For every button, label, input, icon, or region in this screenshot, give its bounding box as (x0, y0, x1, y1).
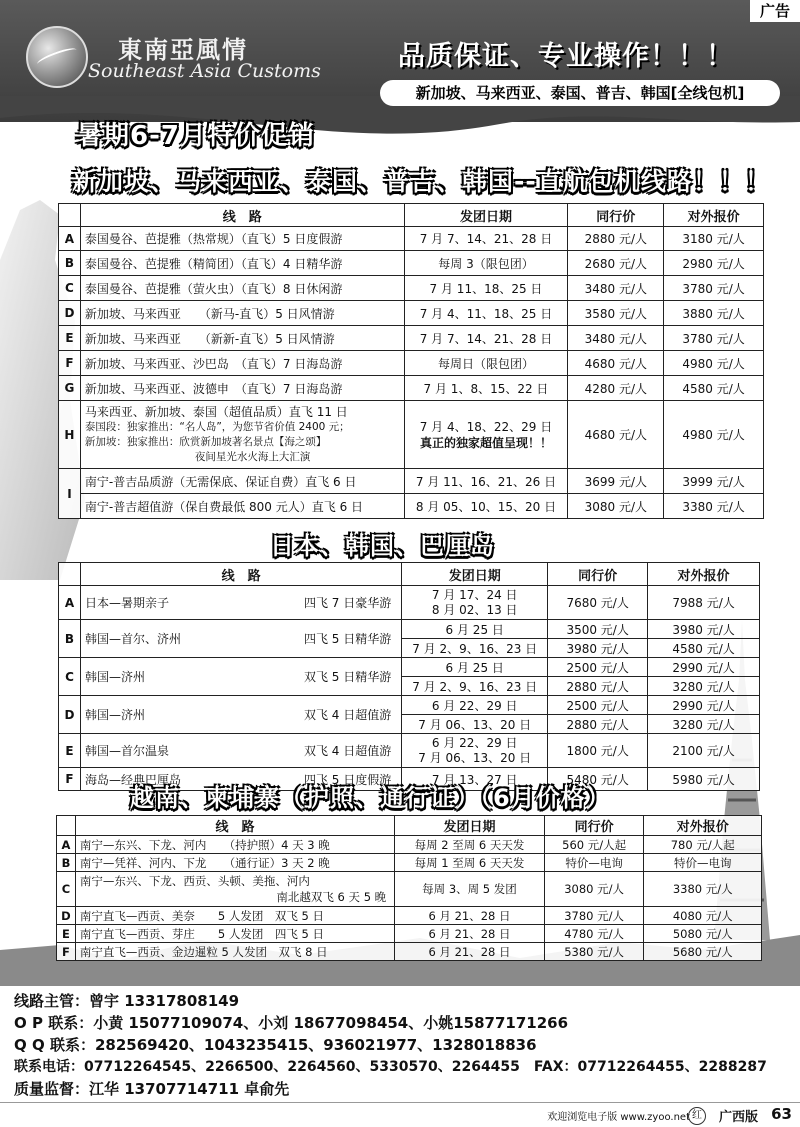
row-date: 每周 3、周 5 发团 (395, 872, 545, 907)
row-retail-price: 780 元/人起 (644, 836, 762, 854)
row-route (80, 658, 401, 696)
row-date: 7 月 06、13、20 日 (402, 715, 548, 734)
row-retail-price: 3980 元/人 (648, 620, 760, 639)
table-row (57, 836, 762, 854)
route-name: 韩国—首尔、济州 (84, 632, 181, 646)
table-row (59, 620, 760, 639)
row-peer-price: 1800 元/人 (548, 734, 648, 768)
row-peer-price: 3080 元/人 (544, 872, 644, 907)
route-name: 韩国—济州 (84, 708, 145, 722)
row-code: B (59, 620, 81, 658)
route-trip: 双飞 4 日超值游 (303, 744, 392, 758)
date-line: 6 月 22、29 日 (431, 735, 518, 750)
contact-op: O P 联系：小黄 15077109074、小刘 18677098454、小姚15877171266 (14, 1014, 569, 1032)
row-route: 新加坡、马来西亚、波德申 （直飞）7 日海岛游 (80, 376, 404, 401)
company-logo (26, 26, 326, 88)
row-code: B (59, 251, 81, 276)
contact-manager: 线路主管：曾宇 13317808149 (14, 992, 240, 1010)
table-row (59, 469, 764, 494)
row-route (80, 696, 401, 734)
row-peer-price: 2880 元/人 (568, 227, 664, 251)
table-row (57, 925, 762, 943)
date-line: 8 月 02、13 日 (431, 602, 518, 617)
contact-qq: Q Q 联系：282569420、1043235415、936021977、1328018836 (14, 1036, 537, 1054)
row-peer-price: 2880 元/人 (548, 715, 648, 734)
route-trip: 四飞 5 日度假游 (303, 772, 392, 787)
row-route: 南宁直飞—西贡、美奈 5 人发团 双飞 5 日 (75, 907, 394, 925)
row-retail-price: 4580 元/人 (648, 639, 760, 658)
row-peer-price: 3080 元/人 (568, 494, 664, 519)
row-route: 新加坡、马来西亚 （新马-直飞）5 日风情游 (80, 301, 404, 326)
row-code: A (59, 227, 81, 251)
section-title-vietnam-cambodia: 越南、柬埔寨（护照、通行证）（6月价格） (130, 784, 611, 812)
row-date: 8 月 05、10、15、20 日 (404, 494, 568, 519)
row-retail-price: 3180 元/人 (664, 227, 764, 251)
row-peer-price: 4280 元/人 (568, 376, 664, 401)
date-line: 真正的独家超值呈现！！ (419, 435, 552, 450)
row-peer-price: 2680 元/人 (568, 251, 664, 276)
date-line: 7 月 17、24 日 (431, 587, 518, 602)
table-row (59, 734, 760, 768)
table-row (59, 401, 764, 469)
row-route (80, 401, 404, 469)
ad-tag: 广告 (750, 0, 800, 22)
route-line: 夜间星光水火海上大汇演 (194, 450, 311, 463)
contact-supervision: 质量监督：江华 13707714711 卓俞先 (14, 1080, 290, 1098)
row-route (75, 872, 394, 907)
row-date: 7 月 4、11、18、25 日 (404, 301, 568, 326)
row-peer-price: 7680 元/人 (548, 586, 648, 620)
row-code: B (57, 854, 76, 872)
route-trip: 双飞 5 日精华游 (303, 670, 392, 684)
header-route: 线 路 (80, 204, 404, 227)
row-code: D (59, 301, 81, 326)
header-date: 发团日期 (395, 816, 545, 836)
route-name: 海岛—经典巴厘岛 (84, 772, 181, 787)
row-code: F (59, 768, 81, 791)
table-header-row (57, 816, 762, 836)
header-peer-price: 同行价 (548, 563, 648, 586)
row-route: 南宁-普吉超值游（保自费最低 800 元人）直飞 6 日 (80, 494, 404, 519)
route-line: 南北越双飞 6 天 5 晚 (276, 890, 387, 904)
table-row (59, 696, 760, 715)
route-trip: 四飞 5 日精华游 (303, 632, 392, 646)
row-date: 7 月 11、18、25 日 (404, 276, 568, 301)
row-peer-price: 3980 元/人 (548, 639, 648, 658)
row-date: 7 月 7、14、21、28 日 (404, 227, 568, 251)
row-code: F (59, 351, 81, 376)
header-blank (59, 204, 81, 227)
row-retail-price: 2990 元/人 (648, 696, 760, 715)
row-date: 7 月 13、27 日 (402, 768, 548, 791)
header-route: 线 路 (80, 563, 401, 586)
row-peer-price: 2500 元/人 (548, 696, 648, 715)
table-row (57, 854, 762, 872)
promo-title: 暑期6-7月特价促销 (76, 121, 315, 151)
row-retail-price: 5080 元/人 (644, 925, 762, 943)
header-peer-price: 同行价 (544, 816, 644, 836)
table-row (59, 376, 764, 401)
row-peer-price: 4680 元/人 (568, 401, 664, 469)
row-retail-price: 5680 元/人 (644, 943, 762, 961)
row-peer-price: 3580 元/人 (568, 301, 664, 326)
magazine-logo-icon: 红 (688, 1107, 706, 1125)
header-route: 线 路 (75, 816, 394, 836)
row-date: 7 月 2、9、16、23 日 (402, 677, 548, 696)
row-code: F (57, 943, 76, 961)
row-route: 泰国曼谷、芭提雅（萤火虫）（直飞）8 日休闲游 (80, 276, 404, 301)
table-row (59, 251, 764, 276)
header-date: 发团日期 (404, 204, 568, 227)
row-date: 每周日（限包团） (404, 351, 568, 376)
row-route: 新加坡、马来西亚、沙巴岛 （直飞）7 日海岛游 (80, 351, 404, 376)
row-retail-price: 7988 元/人 (648, 586, 760, 620)
row-code: I (59, 469, 81, 519)
row-peer-price: 4780 元/人 (544, 925, 644, 943)
row-peer-price: 3699 元/人 (568, 469, 664, 494)
destinations-bar: 新加坡、马来西亚、泰国、普吉、韩国[全线包机] (380, 80, 780, 106)
row-code: H (59, 401, 81, 469)
row-route: 南宁-普吉品质游（无需保底、保证自费）直飞 6 日 (80, 469, 404, 494)
table-header-row (59, 563, 760, 586)
header-retail-price: 对外报价 (644, 816, 762, 836)
row-date: 每周 2 至周 6 天天发 (395, 836, 545, 854)
row-retail-price: 4980 元/人 (664, 401, 764, 469)
table-header-row (59, 204, 764, 227)
row-date: 每周 1 至周 6 天天发 (395, 854, 545, 872)
header-retail-price: 对外报价 (648, 563, 760, 586)
contact-phone: 联系电话：07712264545、2266500、2264560、5330570、2264455 FAX：07712264455、2288287 (14, 1059, 767, 1075)
route-line: 南宁—东兴、下龙、西贡、头顿、美拖、河内 (79, 874, 310, 888)
row-retail-price: 3280 元/人 (648, 715, 760, 734)
row-route: 南宁直飞—西贡、金边暹粒 5 人发团 双飞 8 日 (75, 943, 394, 961)
row-retail-price: 3999 元/人 (664, 469, 764, 494)
row-peer-price: 2500 元/人 (548, 658, 648, 677)
row-peer-price: 4680 元/人 (568, 351, 664, 376)
table-japan-korea-bali (58, 562, 760, 791)
table-row (59, 586, 760, 620)
table-row (59, 494, 764, 519)
table-row (59, 227, 764, 251)
header-date: 发团日期 (402, 563, 548, 586)
row-date (402, 586, 548, 620)
row-retail-price: 特价—电询 (644, 854, 762, 872)
row-retail-price: 3280 元/人 (648, 677, 760, 696)
row-date: 6 月 21、28 日 (395, 907, 545, 925)
row-date: 6 月 21、28 日 (395, 943, 545, 961)
date-line: 7 月 4、18、22、29 日 (419, 419, 553, 434)
row-peer-price: 3480 元/人 (568, 276, 664, 301)
table-direct-charter (58, 203, 764, 519)
route-name: 日本—暑期亲子 (84, 596, 169, 610)
row-code: E (59, 326, 81, 351)
row-peer-price: 3480 元/人 (568, 326, 664, 351)
row-retail-price: 2990 元/人 (648, 658, 760, 677)
section-title-japan-korea: 日本、韩国、巴厘岛 (270, 532, 495, 560)
row-peer-price: 2880 元/人 (548, 677, 648, 696)
row-retail-price: 3780 元/人 (664, 276, 764, 301)
row-code: A (59, 586, 81, 620)
row-retail-price: 5980 元/人 (648, 768, 760, 791)
row-date (404, 401, 568, 469)
row-retail-price: 3380 元/人 (644, 872, 762, 907)
slogan: 品质保证、专业操作！！！ (398, 41, 734, 72)
row-date: 每周 3（限包团） (404, 251, 568, 276)
table-row (59, 276, 764, 301)
row-route (80, 734, 401, 768)
row-code: D (57, 907, 76, 925)
table-row (59, 301, 764, 326)
table-row (57, 872, 762, 907)
contact-block (0, 986, 800, 1100)
row-code: C (59, 276, 81, 301)
row-retail-price: 2100 元/人 (648, 734, 760, 768)
table-row (59, 351, 764, 376)
row-peer-price: 5480 元/人 (548, 768, 648, 791)
route-line: 泰国段：独家推出：“名人岛”，为您节省价值 2400 元； (84, 420, 350, 433)
row-code: D (59, 696, 81, 734)
row-peer-price: 特价—电询 (544, 854, 644, 872)
header-blank (59, 563, 81, 586)
routes-title: 新加坡、马来西亚、泰国、普吉、韩国--直航包机线路！！！ (72, 167, 771, 196)
row-date: 7 月 11、16、21、26 日 (404, 469, 568, 494)
row-retail-price: 4580 元/人 (664, 376, 764, 401)
row-date: 6 月 25 日 (402, 658, 548, 677)
row-route: 南宁直飞—西贡、芽庄 5 人发团 四飞 5 日 (75, 925, 394, 943)
table-row (59, 326, 764, 351)
row-retail-price: 3780 元/人 (664, 326, 764, 351)
row-route (80, 586, 401, 620)
row-retail-price: 3380 元/人 (664, 494, 764, 519)
footer-edition: 广西版 (718, 1110, 758, 1125)
row-code: G (59, 376, 81, 401)
row-retail-price: 2980 元/人 (664, 251, 764, 276)
route-name: 韩国—济州 (84, 670, 145, 684)
row-route: 泰国曼谷、芭提雅（精简团）（直飞）4 日精华游 (80, 251, 404, 276)
row-code: C (59, 658, 81, 696)
row-peer-price: 5380 元/人 (544, 943, 644, 961)
row-date: 6 月 22、29 日 (402, 696, 548, 715)
page-number: 63 (771, 1105, 792, 1123)
row-peer-price: 3500 元/人 (548, 620, 648, 639)
row-date: 6 月 21、28 日 (395, 925, 545, 943)
row-route (80, 620, 401, 658)
row-peer-price: 560 元/人起 (544, 836, 644, 854)
row-date (402, 734, 548, 768)
row-code: A (57, 836, 76, 854)
row-date: 7 月 1、8、15、22 日 (404, 376, 568, 401)
row-code: C (57, 872, 76, 907)
page-footer (0, 1102, 800, 1127)
logo-cn-name: 東南亞風情 (118, 35, 248, 64)
row-date: 7 月 7、14、21、28 日 (404, 326, 568, 351)
row-route: 泰国曼谷、芭提雅（热常规）（直飞）5 日度假游 (80, 227, 404, 251)
row-retail-price: 4080 元/人 (644, 907, 762, 925)
row-retail-price: 4980 元/人 (664, 351, 764, 376)
route-line: 马来西亚、新加坡、泰国（超值品质）直飞 11 日 (84, 404, 348, 419)
route-trip: 四飞 7 日豪华游 (303, 596, 392, 610)
globe-icon (26, 26, 88, 88)
table-row (57, 943, 762, 961)
row-date: 7 月 2、9、16、23 日 (402, 639, 548, 658)
row-retail-price: 3880 元/人 (664, 301, 764, 326)
row-route: 新加坡、马来西亚 （新新-直飞）5 日风情游 (80, 326, 404, 351)
header-peer-price: 同行价 (568, 204, 664, 227)
table-row (59, 658, 760, 677)
row-peer-price: 3780 元/人 (544, 907, 644, 925)
date-line: 7 月 06、13、20 日 (418, 750, 532, 765)
row-route: 南宁—东兴、下龙、河内 （持护照）4 天 3 晚 (75, 836, 394, 854)
row-route: 南宁—凭祥、河内、下龙 （通行证）3 天 2 晚 (75, 854, 394, 872)
header-blank (57, 816, 76, 836)
row-date: 6 月 25 日 (402, 620, 548, 639)
row-code: E (59, 734, 81, 768)
footer-website: 欢迎浏览电子版 www.zyoo.net (547, 1112, 690, 1123)
table-row (57, 907, 762, 925)
route-name: 韩国—首尔温泉 (84, 744, 169, 758)
route-line: 新加坡：独家推出：欣赏新加坡著名景点【海之颂】 (84, 435, 327, 448)
logo-en-name: Southeast Asia Customs (88, 60, 321, 82)
table-vietnam-cambodia (56, 815, 762, 961)
row-code: E (57, 925, 76, 943)
route-trip: 双飞 4 日超值游 (303, 708, 392, 722)
header-retail-price: 对外报价 (664, 204, 764, 227)
